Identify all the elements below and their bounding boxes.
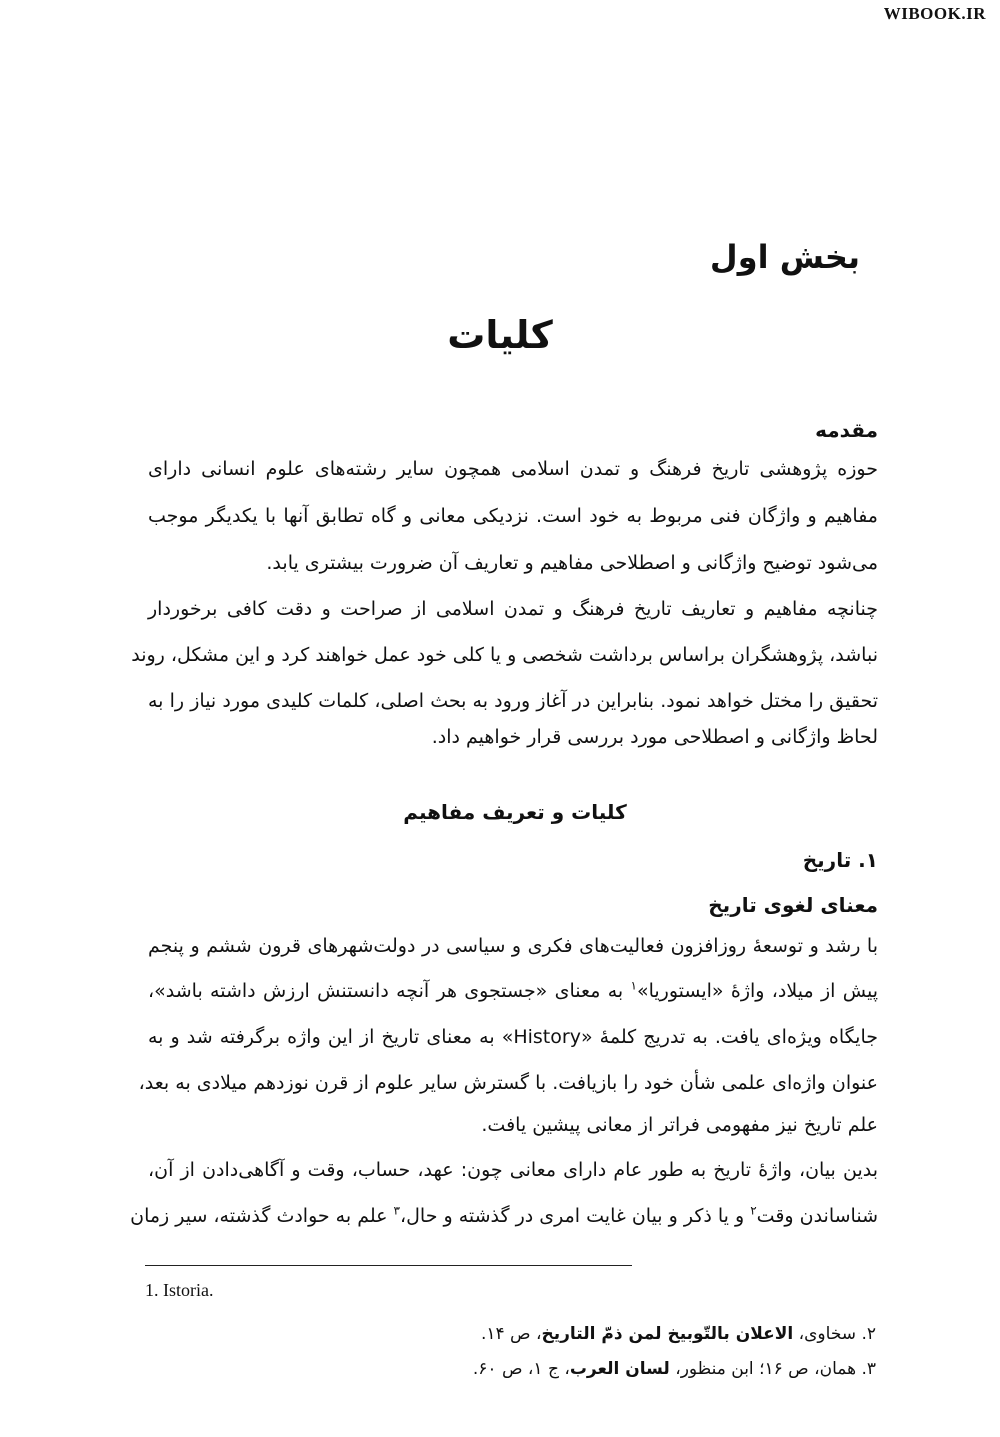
intro-line: چنانچه مفاهیم و تعاریف تاریخ فرهنگ و تمدن اسلامی از صراحت و دقت کافی برخوردار (148, 598, 878, 620)
body-line (130, 1201, 878, 1231)
footnote-text: ، ص ۱۴. (480, 1324, 542, 1344)
subsection-title: ۱. تاریخ (802, 848, 878, 872)
watermark: WIBOOK.IR (883, 4, 986, 23)
footnote-text: ۳. همان، ص ۱۶؛ ابن منظور، (669, 1359, 876, 1379)
footnote-1: 1. Istoria. (145, 1280, 214, 1300)
footnote-source-title: لسان العرب (569, 1359, 670, 1379)
part-title: بخش اول (709, 238, 860, 276)
footnote-2 (481, 1324, 876, 1344)
body-text: پیش از میلاد، واژهٔ «ایستوریا» (636, 980, 879, 1002)
footnote-text: ، ج ۱، ص ۶۰. (472, 1359, 570, 1379)
body-text: شناساندن وقت (756, 1205, 878, 1227)
intro-heading: مقدمه (815, 418, 878, 442)
footnote-ref[interactable]: ۳ (393, 1203, 400, 1218)
intro-line: لحاظ واژگانی و اصطلاحی مورد بررسی قرار خواهیم داد. (431, 726, 878, 748)
footnote-source-title: الاعلان بالتّوبیخ لمن ذمّ التاریخ (541, 1324, 794, 1344)
body-text: و یا ذکر و بیان غایت امری در گذشته و حال، (399, 1205, 751, 1227)
body-line: علم تاریخ نیز مفهومی فراتر از معانی پیشین یافت. (481, 1114, 878, 1136)
body-text: علم به حوادث گذشته، سیر زمان (130, 1205, 394, 1227)
intro-line: حوزه پژوهشی تاریخ فرهنگ و تمدن اسلامی همچون سایر رشته‌های علوم انسانی دارای (148, 458, 878, 480)
body-line: جایگاه ویژه‌ای یافت. به تدریج کلمهٔ «History» به معنای تاریخ از این واژه برگرفته شد و به (148, 1026, 878, 1048)
body-text: به معنای «جستجوی هر آنچه دانستنش ارزش داشته باشد»، (148, 980, 631, 1002)
intro-line: مفاهیم و واژگان فنی مربوط به خود است. نزدیکی معانی و گاه تطابق آنها با یکدیگر موجب (148, 505, 878, 527)
body-line (148, 976, 878, 1006)
body-line: عنوان واژه‌ای علمی شأن خود را بازیافت. با گسترش سایر علوم از قرن نوزدهم میلادی به بعد، (138, 1072, 878, 1094)
footnote-text: ۲. سخاوی، (793, 1324, 876, 1344)
footnote-separator (145, 1265, 632, 1266)
body-line: بدین بیان، واژهٔ تاریخ به طور عام دارای معانی چون: عهد، حساب، وقت و آگاهی‌دادن از آن، (148, 1159, 878, 1181)
intro-line: تحقیق را مختل خواهد نمود. بنابراین در آغاز ورود به بحث اصلی، کلمات کلیدی مورد نیاز را به (148, 690, 878, 712)
body-line: با رشد و توسعهٔ روزافزون فعالیت‌های فکری و سیاسی در دولت‌شهرهای قرون ششم و پنجم (148, 935, 878, 957)
section-title: کلیات و تعریف مفاهیم (403, 800, 627, 824)
chapter-title: کلیات (447, 313, 553, 357)
intro-line: می‌شود توضیح واژگانی و اصطلاحی مفاهیم و تعاریف آن ضرورت بیشتری یابد. (266, 552, 878, 574)
footnote-3 (473, 1359, 876, 1379)
footnote-ref[interactable]: ۲ (750, 1203, 757, 1218)
footnote-ref[interactable]: ۱ (630, 978, 637, 993)
intro-line: نباشد، پژوهشگران براساس برداشت شخصی و یا کلی خود عمل خواهند کرد و این مشکل، روند (131, 644, 878, 666)
sub-heading: معنای لغوی تاریخ (708, 893, 878, 917)
